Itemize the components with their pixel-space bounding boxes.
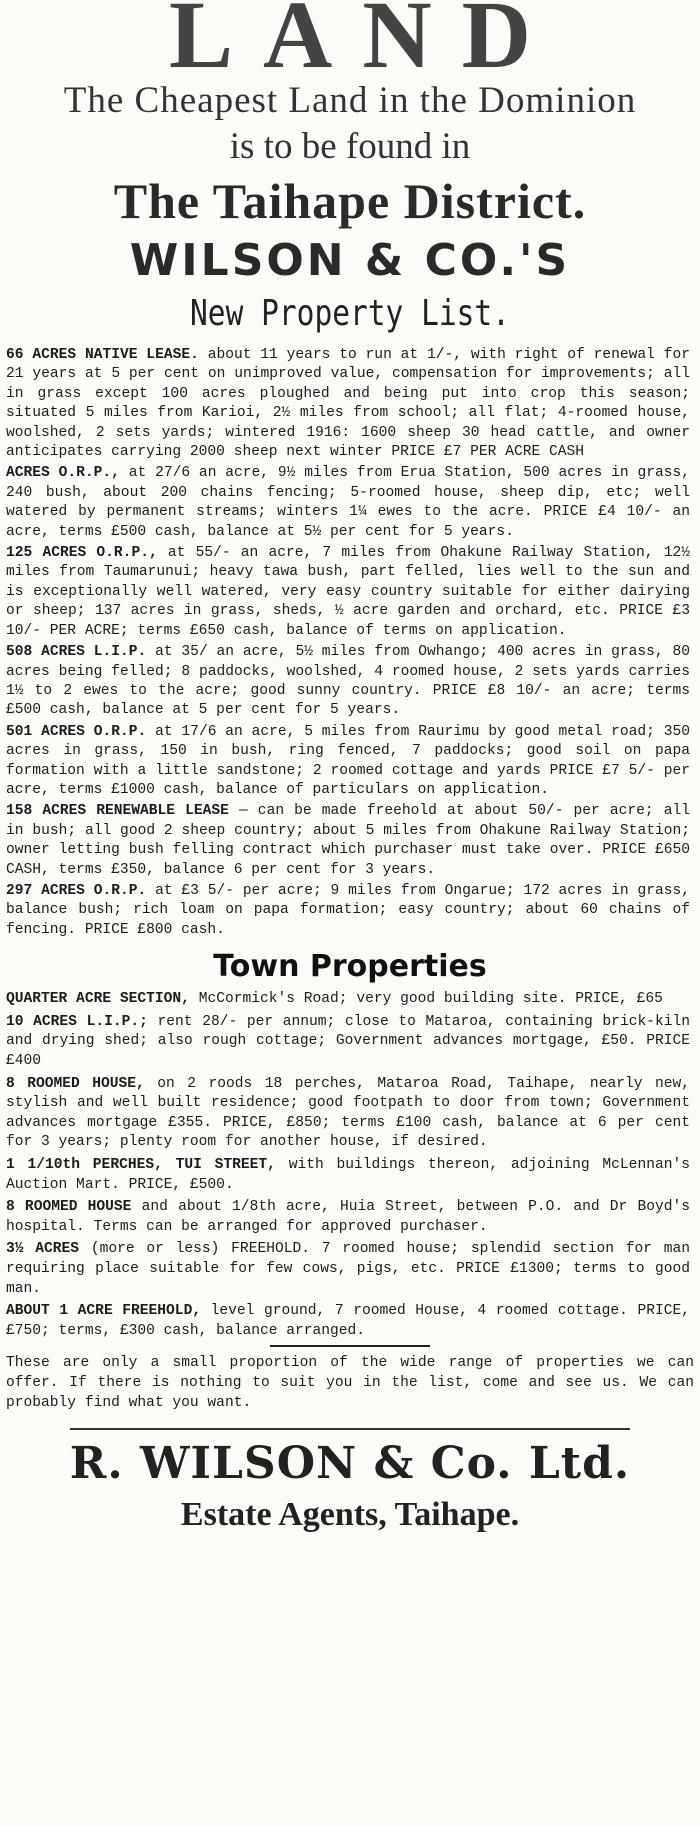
town-item-heading: 10 ACRES L.I.P.; — [6, 1013, 148, 1030]
town-item-heading: QUARTER ACRE SECTION, — [6, 991, 190, 1008]
rural-listings — [6, 346, 694, 940]
district-title: The Taihape District. — [113, 173, 587, 229]
section-divider — [270, 1345, 430, 1347]
ad-header — [6, 0, 694, 338]
town-properties-section — [6, 946, 694, 1341]
listing-code: 501 — [6, 723, 33, 740]
listing-heading: ACRES O.R.P. — [41, 723, 147, 740]
property-list-title: New Property List. — [190, 293, 510, 334]
town-item-heading: ABOUT 1 ACRE FREEHOLD, — [6, 1303, 202, 1320]
listing-item — [6, 723, 694, 801]
town-item-heading: 8 ROOMED HOUSE — [6, 1199, 132, 1216]
town-item-body: McCormick's Road; very good building site. PRICE, £65 — [198, 991, 663, 1008]
town-item-body: (more or less) FREEHOLD. 7 roomed house; splendid section for man requiring place suitable for few cows, pigs, etc. PRICE £1300; terms to good man. — [6, 1241, 691, 1297]
listing-heading: ACRES O.R.P., — [42, 545, 158, 562]
listing-code: 125 — [6, 545, 33, 562]
listing-heading: ACRES O.R.P. — [41, 882, 147, 899]
town-item-heading: 1 1/10th PERCHES, TUI STREET, — [6, 1156, 276, 1173]
listing-heading: ACRES L.I.P. — [41, 644, 147, 661]
town-item-body: with buildings thereon, adjoining McLennan's Auction Mart. PRICE, £500. — [6, 1156, 690, 1193]
found-in-line: is to be found in — [229, 126, 471, 167]
town-item — [6, 1013, 694, 1072]
listing-body: at 17/6 an acre, 5 miles from Raurimu by good metal road; 350 acres in grass, 150 in bush, ring fenced, 7 paddocks; good soil on papa formation with a little sandstone; 2 roomed cottage and yards PRICE £7 5/- per acre, terms £1000 cash, balance of particulars on application. — [6, 723, 691, 798]
land-heading: LAND — [168, 0, 561, 70]
town-properties-title: Town Properties — [213, 949, 487, 985]
listing-item — [6, 346, 694, 462]
footer-divider — [70, 1428, 630, 1430]
listing-body: at 27/6 an acre, 9½ miles from Erua Station, 500 acres in grass, 240 bush, about 200 chains fencing; 5-roomed house, sheep dip, etc; well watered by permanent streams; winters 1¼ ewes to the acre. PRICE £4 10/- an acre, terms £500 cash, balance at 5½ per cent for 5 years. — [6, 465, 690, 540]
town-item — [6, 1156, 694, 1195]
listing-body: at 35/ an acre, 5½ miles from Owhango; 400 acres in grass, 80 acres being felled; 8 paddocks, woolshed, 4 roomed house, 2 sets yards carries 1½ to 2 ewes to the acre; good sunny country. PRICE £8 10/- an acre; terms £500 cash, balance at 5 per cent for 5 years. — [6, 644, 691, 719]
listing-item — [6, 802, 694, 880]
town-item-heading: 3½ ACRES — [6, 1241, 80, 1258]
town-item-heading: 8 ROOMED HOUSE, — [6, 1075, 145, 1092]
listing-code: 297 — [6, 882, 33, 899]
listing-body: about 11 years to run at 1/-, with right of renewal for 21 years at 5 per cent on unimproved value, compensation for improvements; all in grass except 100 acres ploughed and being put into crop this season; situated 5 miles from Karioi, 2½ miles from school; all flat; 4-roomed house, woolshed, 2 sets yards; wintered 1916: 1600 sheep 30 head cattle, and owner anticipates carrying 2000 sheep next winter PRICE £7 PER ACRE CASH — [6, 347, 690, 461]
listing-code: 158 — [6, 803, 33, 820]
listing-heading: ACRES RENEWABLE LEASE — [42, 803, 229, 820]
town-item — [6, 1075, 694, 1153]
firm-title: WILSON & CO.'S — [129, 235, 571, 286]
town-item-body: rent 28/- per annum; close to Mataroa, containing brick-kiln and drying shed; also rough cottage; Government advances mortgage, £50. PRICE £400 — [6, 1013, 691, 1069]
town-item-body: on 2 roods 18 perches, Mataroa Road, Taihape, nearly new, stylish and well built residence; good footpath to door from town; Government advances mortgage £355. PRICE, £850; terms £100 cash, balance at 6 per cent for 3 years; plenty room for another house, if desired. — [6, 1075, 690, 1151]
town-item-body: level ground, 7 roomed House, 4 roomed cottage. PRICE, £750; terms, £300 cash, balance arranged. — [6, 1303, 690, 1339]
town-item-body: and about 1/8th acre, Huia Street, between P.O. and Dr Boyd's hospital. Terms can be arranged for approved purchaser. — [6, 1199, 691, 1235]
town-item — [6, 1302, 694, 1341]
town-item — [6, 1198, 694, 1237]
closing-note: These are only a small proportion of the wide range of properties we can offer. If there is nothing to suit you in the list, come and see us. We can probably find what you want. — [6, 1355, 694, 1412]
listing-heading: ACRES O.R.P., — [6, 465, 120, 482]
listing-body: at £3 5/- per acre; 9 miles from Ongarue; 172 acres in grass, balance bush; rich loam on papa formation; easy country; about 60 chains of fencing. PRICE £800 cash. — [6, 882, 691, 938]
footer-agents-line: Estate Agents, Taihape. — [180, 1495, 520, 1533]
listing-heading: ACRES NATIVE LEASE. — [32, 347, 199, 363]
town-item — [6, 990, 694, 1010]
listing-code: 508 — [6, 644, 33, 661]
listing-item — [6, 882, 694, 940]
listing-item — [6, 643, 694, 721]
listing-body: at 55/- an acre, 7 miles from Ohakune Railway Station, 12½ miles from Taumarunui; heavy tawa bush, part felled, lies well to the sun and is exceptionally well watered, very easy country suitable for either dairying or sheep; 137 acres in grass, sheds, ½ acre garden and orchard, etc. PRICE £3 10/- PER ACRE; terms £650 cash, balance of terms on application. — [6, 545, 690, 639]
town-item — [6, 1240, 694, 1299]
listing-body: — can be made freehold at about 50/- per acre; all in bush; all good 2 sheep country; about 5 miles from Ohakune Railway Station; owner letting bush felling contract which purchaser must take over. PRICE £650 CASH, terms £350, balance 6 per cent for 3 years. — [6, 803, 690, 878]
listing-item — [6, 464, 694, 542]
cheapest-land-line: The Cheapest Land in the Dominion — [63, 80, 637, 121]
listing-code: 66 — [6, 347, 24, 363]
listing-item — [6, 544, 694, 641]
footer-firm-name: R. WILSON & Co. Ltd. — [69, 1437, 631, 1489]
